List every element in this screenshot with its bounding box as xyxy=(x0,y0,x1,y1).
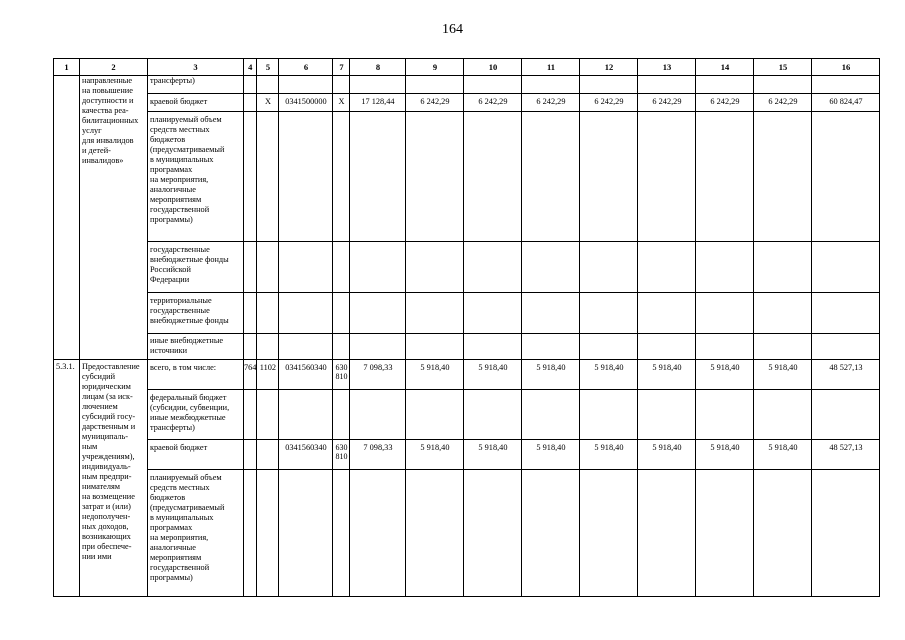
value-cell: 5 918,40 xyxy=(522,360,580,390)
table-row xyxy=(54,293,880,334)
header-cell: 2 xyxy=(80,59,148,76)
table-row xyxy=(54,360,880,390)
header-cell: 11 xyxy=(522,59,580,76)
header-cell: 13 xyxy=(638,59,696,76)
header-cell: 16 xyxy=(812,59,880,76)
total-value-cell: 48 527,13 xyxy=(812,440,880,470)
header-cell: 3 xyxy=(148,59,244,76)
value-cell: 7 098,33 xyxy=(350,440,406,470)
measure-name-cell: Предоставление субсидий юридическим лицам (за иск- лючением субсидий госу- дарственным и муниципаль- ным учреждениям), индивидуаль- ным предпри- нимателям на возмещение затрат и (или) недополучен- ных доходов, возникающих при обеспече- нии ими xyxy=(80,360,148,597)
table-row xyxy=(54,440,880,470)
table-row xyxy=(54,94,880,112)
ministry-code-cell: 764 xyxy=(244,360,257,390)
header-cell: 4 xyxy=(244,59,257,76)
funding-source-cell: трансферты) xyxy=(148,76,244,94)
header-cell: 15 xyxy=(754,59,812,76)
value-cell: 6 242,29 xyxy=(696,94,754,112)
total-value-cell: 48 527,13 xyxy=(812,360,880,390)
value-cell: 5 918,40 xyxy=(696,440,754,470)
header-cell: 6 xyxy=(279,59,333,76)
funding-source-cell: краевой бюджет xyxy=(148,440,244,470)
value-cell: 5 918,40 xyxy=(754,360,812,390)
value-cell: 5 918,40 xyxy=(406,360,464,390)
header-row xyxy=(54,59,880,76)
header-cell: 12 xyxy=(580,59,638,76)
header-cell: 8 xyxy=(350,59,406,76)
funding-source-cell: краевой бюджет xyxy=(148,94,244,112)
value-cell: 17 128,44 xyxy=(350,94,406,112)
value-cell: 5 918,40 xyxy=(464,440,522,470)
target-article-cell: 0341500000 xyxy=(279,94,333,112)
table-row xyxy=(54,76,880,94)
value-cell: 6 242,29 xyxy=(406,94,464,112)
row-number-cell xyxy=(54,76,80,360)
expense-type-cell: 630 810 xyxy=(333,360,350,390)
value-cell: 5 918,40 xyxy=(638,360,696,390)
value-cell: 6 242,29 xyxy=(580,94,638,112)
header-cell: 5 xyxy=(257,59,279,76)
section-code-cell: 1102 xyxy=(257,360,279,390)
table-row xyxy=(54,112,880,242)
value-cell: 6 242,29 xyxy=(522,94,580,112)
funding-source-cell: всего, в том числе: xyxy=(148,360,244,390)
target-article-cell: 0341560340 xyxy=(279,440,333,470)
page-number: 164 xyxy=(442,22,463,37)
measure-name-cell: направленные на повышение доступности и качества реа- билитационных услуг для инвалидов и детей- инвалидов» xyxy=(80,76,148,360)
target-article-cell: 0341560340 xyxy=(279,360,333,390)
table-row xyxy=(54,470,880,597)
table-row xyxy=(54,334,880,360)
funding-source-cell: федеральный бюджет (субсидии, субвенции, иные межбюджетные трансферты) xyxy=(148,390,244,440)
value-cell: 5 918,40 xyxy=(522,440,580,470)
value-cell: 5 918,40 xyxy=(696,360,754,390)
budget-table xyxy=(53,58,880,597)
value-cell: 5 918,40 xyxy=(580,440,638,470)
header-cell: 1 xyxy=(54,59,80,76)
value-cell: 5 918,40 xyxy=(754,440,812,470)
expense-type-cell: 630 810 xyxy=(333,440,350,470)
row-number-cell: 5.3.1. xyxy=(54,360,80,597)
value-cell: 5 918,40 xyxy=(464,360,522,390)
header-cell: 7 xyxy=(333,59,350,76)
funding-source-cell: планируемый объем средств местных бюджетов (предусматриваемый в муниципальных программах на мероприятия, аналогичные мероприятиям государственной программы) xyxy=(148,112,244,242)
table-row xyxy=(54,242,880,293)
value-cell: 6 242,29 xyxy=(754,94,812,112)
header-cell: 9 xyxy=(406,59,464,76)
table-row xyxy=(54,390,880,440)
section-code-cell: Х xyxy=(257,94,279,112)
value-cell: 5 918,40 xyxy=(638,440,696,470)
value-cell: 6 242,29 xyxy=(464,94,522,112)
funding-source-cell: иные внебюджетные источники xyxy=(148,334,244,360)
value-cell: 7 098,33 xyxy=(350,360,406,390)
funding-source-cell: планируемый объем средств местных бюджетов (предусматриваемый в муниципальных программах на мероприятия, аналогичные мероприятиям государственной программы) xyxy=(148,470,244,597)
total-value-cell: 60 824,47 xyxy=(812,94,880,112)
funding-source-cell: территориальные государственные внебюджетные фонды xyxy=(148,293,244,334)
expense-type-cell: Х xyxy=(333,94,350,112)
header-cell: 14 xyxy=(696,59,754,76)
funding-source-cell: государственные внебюджетные фонды Российской Федерации xyxy=(148,242,244,293)
value-cell: 6 242,29 xyxy=(638,94,696,112)
value-cell: 5 918,40 xyxy=(580,360,638,390)
header-cell: 10 xyxy=(464,59,522,76)
value-cell: 5 918,40 xyxy=(406,440,464,470)
